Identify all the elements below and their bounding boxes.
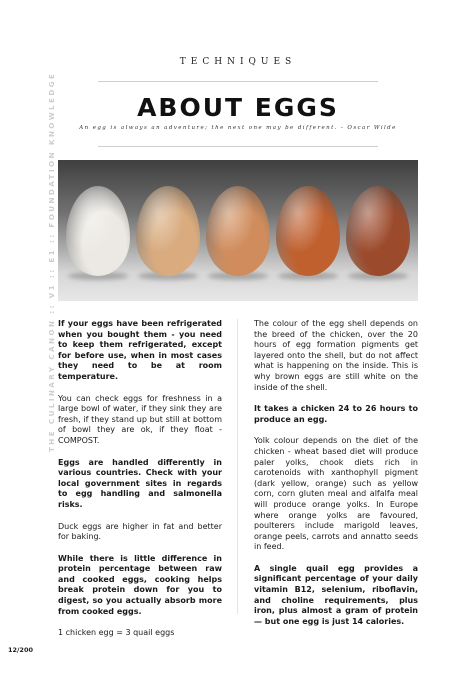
epigraph-quote: An egg is always an adventure; the next one may be different. - Oscar Wilde [79, 125, 397, 131]
dark-brown-egg [346, 186, 410, 276]
duck-eggs-note: Duck eggs are higher in fat and better for baking. [58, 521, 222, 542]
refrigeration-note: If your eggs have been refrigerated when you bought them - you need to keep them refrigerated, except for before use, when in most cases they need to be at room temperature. [58, 319, 222, 381]
handling-note: Eggs are handled differently in various countries. Check with your local government sites in regards to egg handling and salmonella risks. [58, 457, 222, 509]
white-egg [66, 186, 130, 276]
left-column [58, 319, 222, 650]
page-title: ABOUT EGGS [137, 93, 339, 122]
column-divider [237, 319, 238, 614]
light-tan-egg [136, 186, 200, 276]
top-rule [98, 81, 378, 82]
shell-colour-note: The colour of the egg shell depends on the breed of the chicken, over the 20 hours of egg formation pigments get layered onto the shell, but do not affect what is happening on the inside. This is why brown eggs are still white on the inside of the shell. [254, 319, 418, 392]
quail-nutrition-note: A single quail egg provides a significant percentage of your daily vitamin B12, selenium, riboflavin, and choline requirements, plus iron, plus almost a gram of protein — but one egg is just 14 calories. [254, 563, 418, 626]
title-rule [98, 146, 378, 147]
production-time-note: It takes a chicken 24 to 26 hours to produce an egg. [254, 404, 418, 424]
protein-note: While there is little difference in protein percentage between raw and cooked eggs, cooking helps break protein down for you to digest, so you actually absorb more from cooked eggs. [58, 553, 222, 616]
orange-brown-egg [276, 186, 340, 276]
section-label: TECHNIQUES [179, 57, 297, 67]
quail-conversion-note: 1 chicken egg = 3 quail eggs [58, 628, 175, 638]
right-column [254, 319, 418, 638]
eggs-photo [58, 160, 418, 301]
running-title: THE CULINARY CANON :: V1 :: E1 :: FOUNDATION KNOWLEDGE [47, 71, 56, 452]
yolk-colour-note: Yolk colour depends on the diet of the chicken - wheat based diet will produce paler yolks, chook diets rich in carotenoids with xanthophyll pigment (dark yellow, orange) such as yellow corn, corn gluten meal and alfalfa meal will produce orange yolks. In Europe where orange yolks are favoured, poulterers include marigold leaves, orange peels, carrots and annatto seeds in feed. [254, 436, 418, 552]
page-number: 12/200 [8, 646, 33, 654]
freshness-test-note: You can check eggs for freshness in a large bowl of water, if they sink they are fresh, if they stand up but still at bottom of bowl they are ok, if they float - COMPOST. [58, 393, 222, 445]
tan-egg [206, 186, 270, 276]
